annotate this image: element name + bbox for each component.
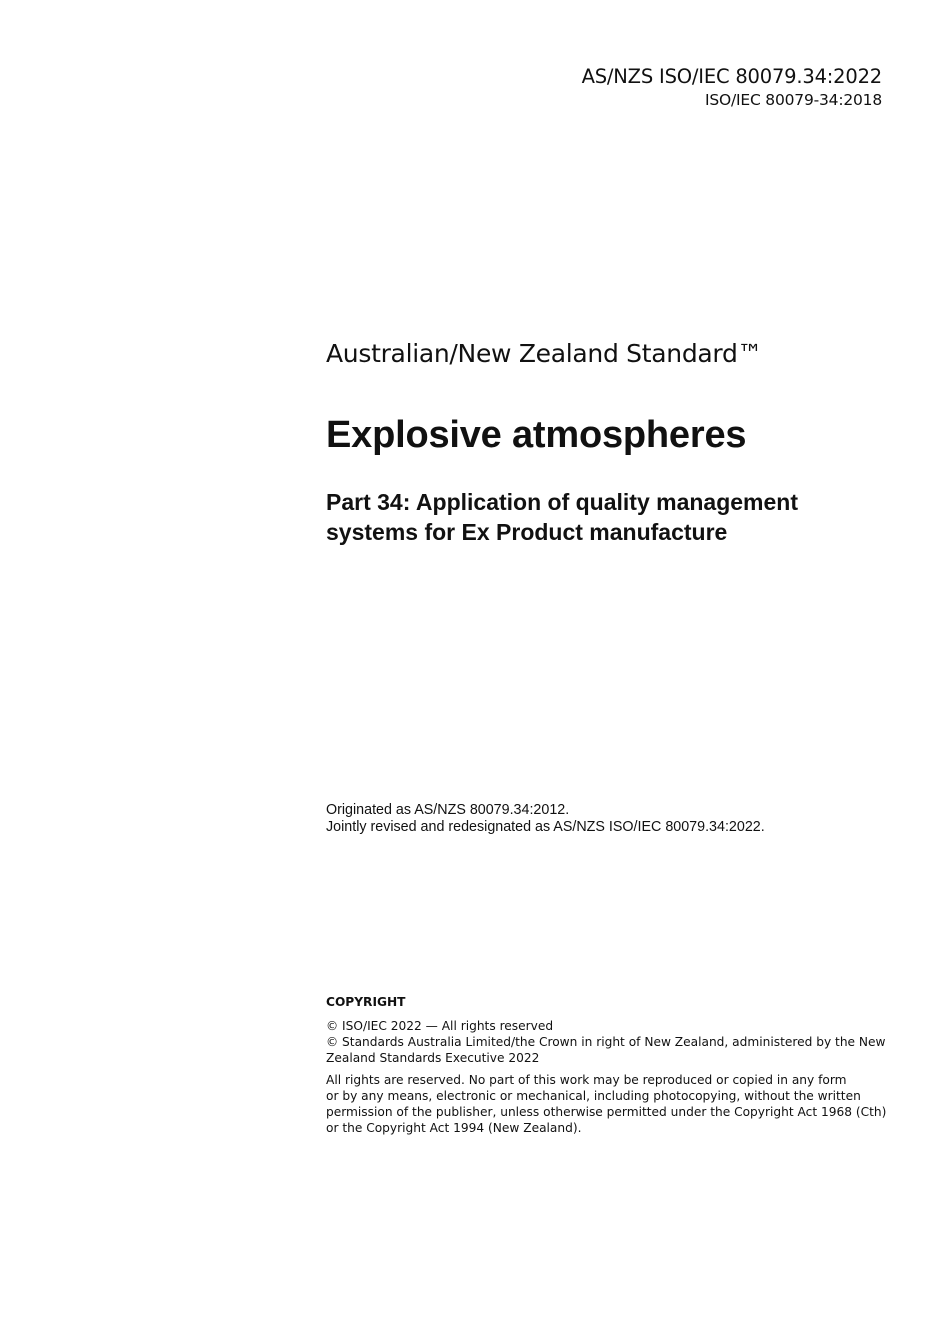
rights-line: All rights are reserved. No part of this work may be reproduced or copied in any form (326, 1073, 847, 1087)
history-line: Originated as AS/NZS 80079.34:2012. (326, 802, 570, 818)
copyright-notice-line: © ISO/IEC 2022 — All rights reserved (326, 1019, 554, 1033)
copyright-notice-line: Zealand Standards Executive 2022 (326, 1051, 540, 1065)
copyright-notice (326, 1018, 896, 1066)
rights-line: or by any means, electronic or mechanical, including photocopying, without the written (326, 1089, 861, 1103)
copyright-notice-line: © Standards Australia Limited/the Crown in right of New Zealand, administered by the New (326, 1035, 886, 1049)
iso-number: ISO/IEC 80079-34:2018 (704, 91, 882, 109)
rights-line: permission of the publisher, unless otherwise permitted under the Copyright Act 1968 (Cth) (326, 1105, 887, 1119)
history-line: Jointly revised and redesignated as AS/NZS ISO/IEC 80079.34:2022. (326, 819, 765, 835)
rights-line: or the Copyright Act 1994 (New Zealand). (326, 1121, 582, 1135)
copyright-heading: COPYRIGHT (326, 995, 406, 1009)
standard-label: Australian/New Zealand Standard™ (326, 339, 763, 368)
rights-statement (326, 1072, 896, 1136)
subtitle-line: systems for Ex Product manufacture (326, 519, 728, 545)
document-subtitle (326, 487, 886, 547)
publication-history (326, 802, 765, 836)
standard-number: AS/NZS ISO/IEC 80079.34:2022 (581, 65, 882, 88)
document-title: Explosive atmospheres (326, 414, 747, 456)
subtitle-line: Part 34: Application of quality management (326, 489, 799, 515)
document-header (582, 64, 882, 110)
copyright-section (326, 994, 896, 1142)
